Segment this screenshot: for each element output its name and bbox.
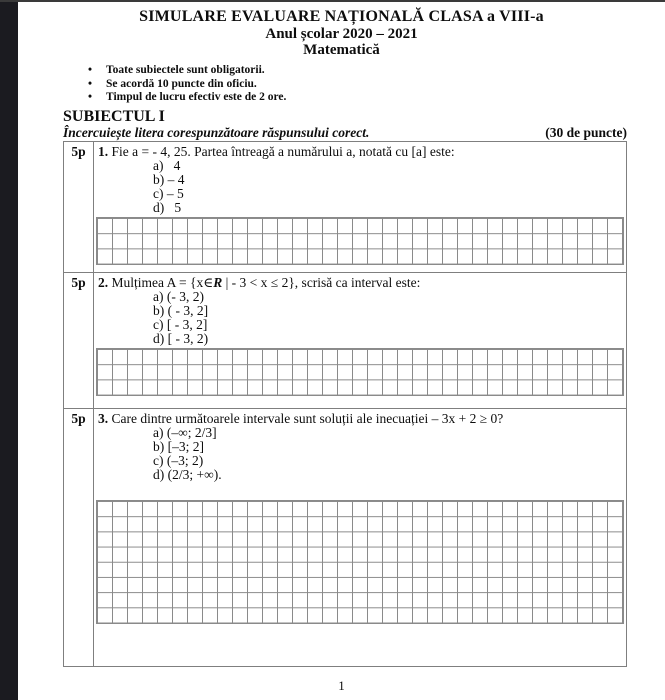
question-number: 1. [98, 143, 109, 159]
bullet-icon: • [88, 91, 93, 103]
points-cell: 5p [64, 273, 94, 408]
list-item [88, 91, 665, 105]
option-c: c) – 5 [153, 185, 184, 201]
option-a: a) (–∞; 2/3] [153, 424, 217, 440]
question-cell [94, 409, 626, 666]
question-text: 1. Fie a = - 4, 25. Partea întreagă a numărului a, notată cu [a] este: [98, 143, 455, 159]
instruction-row [63, 125, 627, 141]
answer-work-grid [96, 348, 624, 397]
bullet-icon: • [88, 64, 93, 76]
instruction-text: Încercuiește litera corespunzătoare răspunsului corect. [63, 124, 370, 140]
exam-rules-list [88, 64, 665, 105]
section-title: SUBIECTUL I [63, 107, 165, 125]
answer-work-grid [96, 217, 624, 266]
option-d: d) [ - 3, 2) [153, 330, 209, 346]
page-number: 1 [338, 677, 345, 693]
option-d: d) 5 [153, 199, 182, 215]
answer-options [153, 426, 622, 482]
answer-options [153, 159, 622, 215]
option-b: b) – 4 [153, 171, 185, 187]
option-a: a) (- 3, 2) [153, 288, 204, 304]
question-cell [94, 273, 626, 408]
question-text: 3. Care dintre următoarele intervale sunt soluții ale inecuației – 3x + 2 ≥ 0? [98, 410, 504, 426]
question-text: 2. Mulțimea A = {x∈R | - 3 < x ≤ 2}, scrisă ca interval este: [98, 274, 421, 290]
points-cell: 5p [64, 409, 94, 666]
rule-text: Se acordă 10 puncte din oficiu. [106, 77, 257, 90]
question-row-2 [64, 273, 626, 409]
rule-text: Toate subiectele sunt obligatorii. [106, 64, 265, 76]
question-number: 2. [98, 274, 109, 290]
option-b: b) [–3; 2] [153, 438, 204, 454]
list-item [88, 64, 665, 78]
school-year: Anul școlar 2020 – 2021 [265, 26, 418, 42]
option-c: c) (–3; 2) [153, 452, 204, 468]
bullet-icon: • [88, 77, 93, 90]
scan-edge-strip [0, 0, 18, 700]
section-points: (30 de puncte) [545, 124, 627, 140]
subject-name: Matematică [303, 42, 380, 58]
option-c: c) [ - 3, 2] [153, 316, 208, 332]
exam-page [18, 0, 665, 693]
option-b: b) ( - 3, 2] [153, 302, 209, 318]
rule-text: Timpul de lucru efectiv este de 2 ore. [106, 91, 287, 103]
exam-title: SIMULARE EVALUARE NAȚIONALĂ CLASA a VIII-a [139, 8, 544, 25]
points-cell: 5p [64, 142, 94, 272]
question-row-3 [64, 409, 626, 666]
document-header [18, 0, 665, 58]
option-a: a) 4 [153, 157, 181, 173]
question-row-1 [64, 142, 626, 273]
question-cell [94, 142, 626, 272]
answer-options [153, 290, 622, 346]
list-item [88, 78, 665, 92]
questions-table [63, 141, 627, 667]
option-d: d) (2/3; +∞). [153, 466, 222, 482]
question-number: 3. [98, 410, 109, 426]
answer-work-grid [96, 500, 624, 625]
